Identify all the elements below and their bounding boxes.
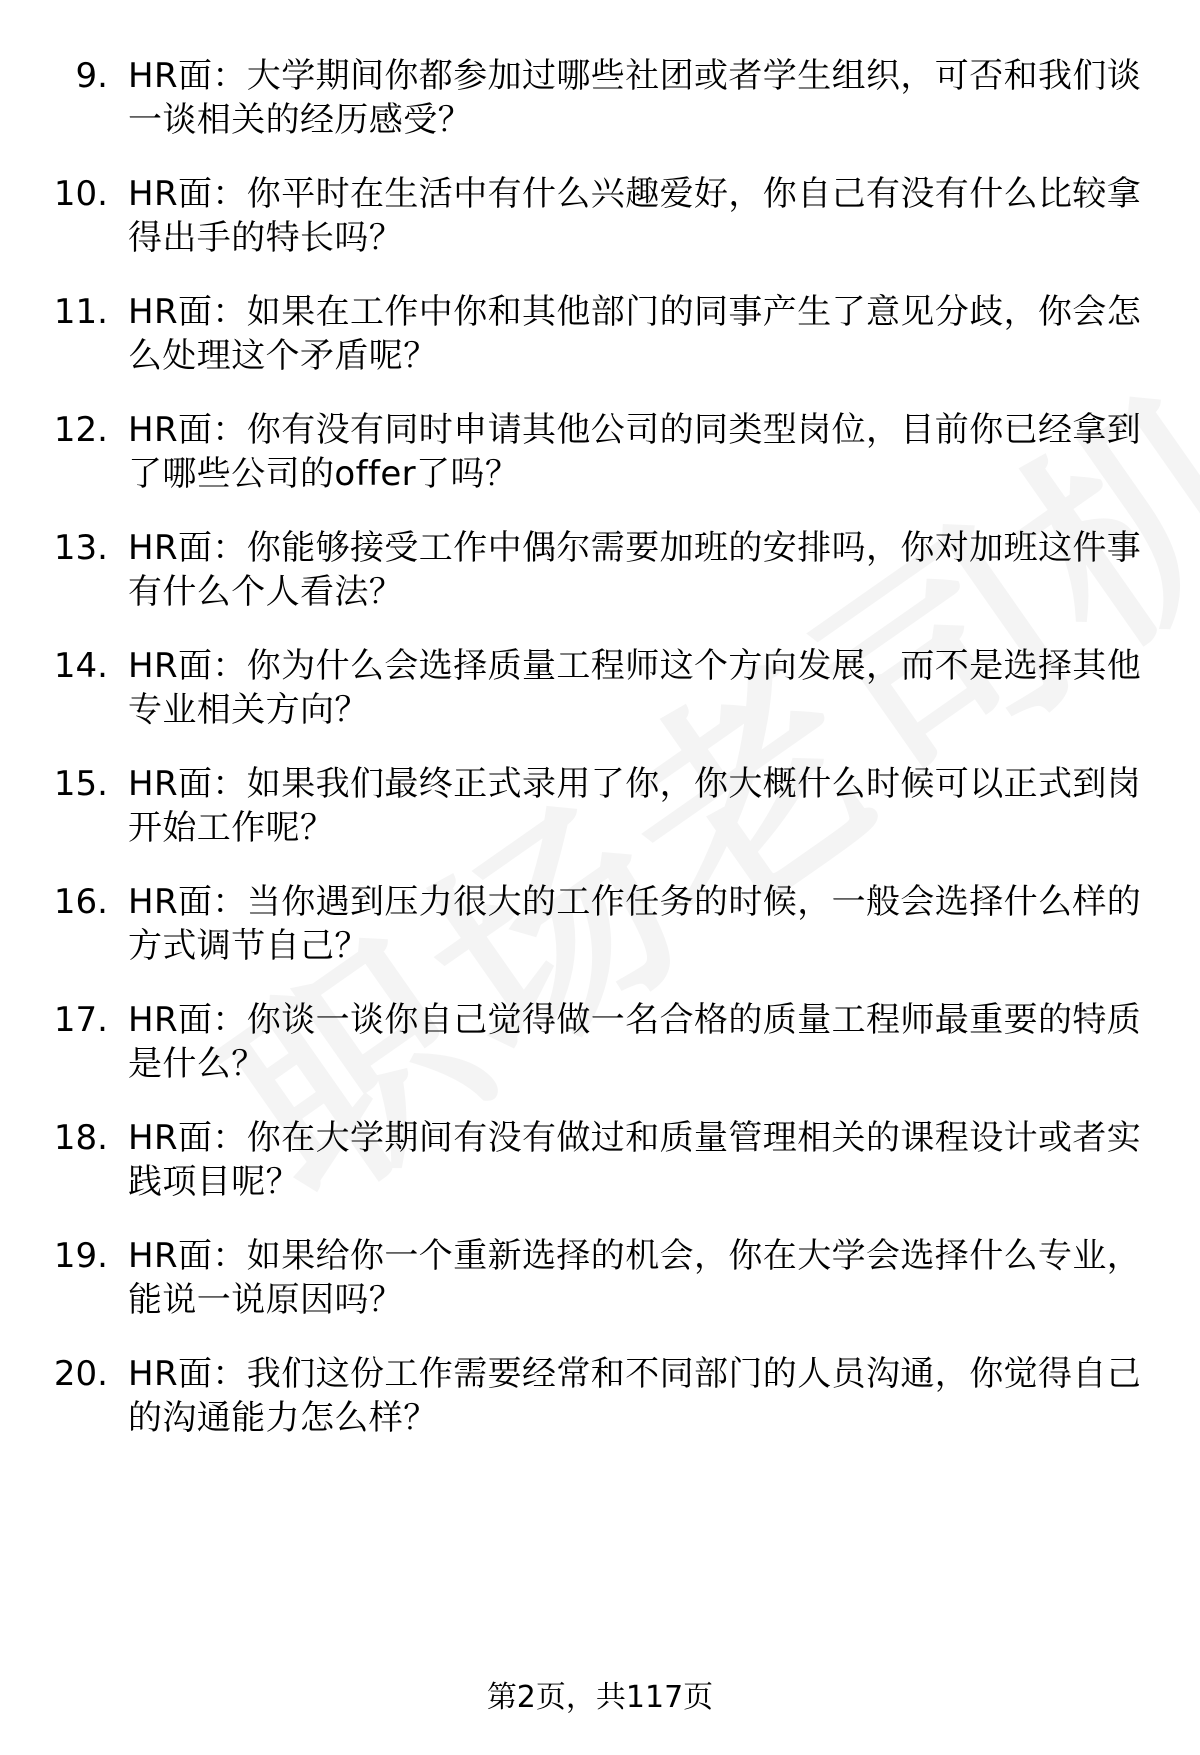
question-text: HR面：你有没有同时申请其他公司的同类型岗位，目前你已经拿到了哪些公司的offer了吗？	[128, 410, 1142, 494]
question-text: HR面：你为什么会选择质量工程师这个方向发展，而不是选择其他专业相关方向？	[128, 646, 1142, 730]
question-text: HR面：如果我们最终正式录用了你，你大概什么时候可以正式到岗开始工作呢？	[128, 764, 1142, 848]
list-item	[0, 54, 1200, 164]
list-item	[0, 172, 1200, 282]
list-item	[0, 998, 1200, 1108]
question-number: 17.	[53, 1000, 108, 1040]
list-item	[0, 880, 1200, 990]
question-text: HR面：你平时在生活中有什么兴趣爱好，你自己有没有什么比较拿得出手的特长吗？	[128, 174, 1142, 258]
question-number: 15.	[53, 764, 108, 804]
list-item	[0, 762, 1200, 872]
question-text: HR面：你在大学期间有没有做过和质量管理相关的课程设计或者实践项目呢？	[128, 1118, 1142, 1202]
list-item	[0, 644, 1200, 754]
question-number: 16.	[53, 882, 108, 922]
question-text: HR面：我们这份工作需要经常和不同部门的人员沟通，你觉得自己的沟通能力怎么样？	[128, 1354, 1142, 1438]
question-number: 9.	[75, 56, 108, 96]
page-number: 第2页，共117页	[486, 1680, 714, 1715]
question-text: HR面：当你遇到压力很大的工作任务的时候，一般会选择什么样的方式调节自己？	[128, 882, 1142, 966]
question-number: 14.	[53, 646, 108, 686]
question-number: 10.	[53, 174, 108, 214]
question-number: 12.	[53, 410, 108, 450]
question-text: HR面：如果给你一个重新选择的机会，你在大学会选择什么专业，能说一说原因吗？	[128, 1236, 1142, 1320]
question-number: 13.	[53, 528, 108, 568]
list-item	[0, 408, 1200, 518]
question-number: 20.	[53, 1354, 108, 1394]
question-text: HR面：大学期间你都参加过哪些社团或者学生组织，可否和我们谈一谈相关的经历感受？	[128, 56, 1142, 140]
question-number: 11.	[53, 292, 108, 332]
question-number: 18.	[53, 1118, 108, 1158]
question-text: HR面：你能够接受工作中偶尔需要加班的安排吗，你对加班这件事有什么个人看法？	[128, 528, 1142, 612]
list-item	[0, 526, 1200, 636]
list-item	[0, 290, 1200, 400]
list-item	[0, 1352, 1200, 1462]
question-text: HR面：你谈一谈你自己觉得做一名合格的质量工程师最重要的特质是什么？	[128, 1000, 1142, 1084]
question-text: HR面：如果在工作中你和其他部门的同事产生了意见分歧，你会怎么处理这个矛盾呢？	[128, 292, 1142, 376]
list-item	[0, 1116, 1200, 1226]
question-number: 19.	[53, 1236, 108, 1276]
list-item	[0, 1234, 1200, 1344]
